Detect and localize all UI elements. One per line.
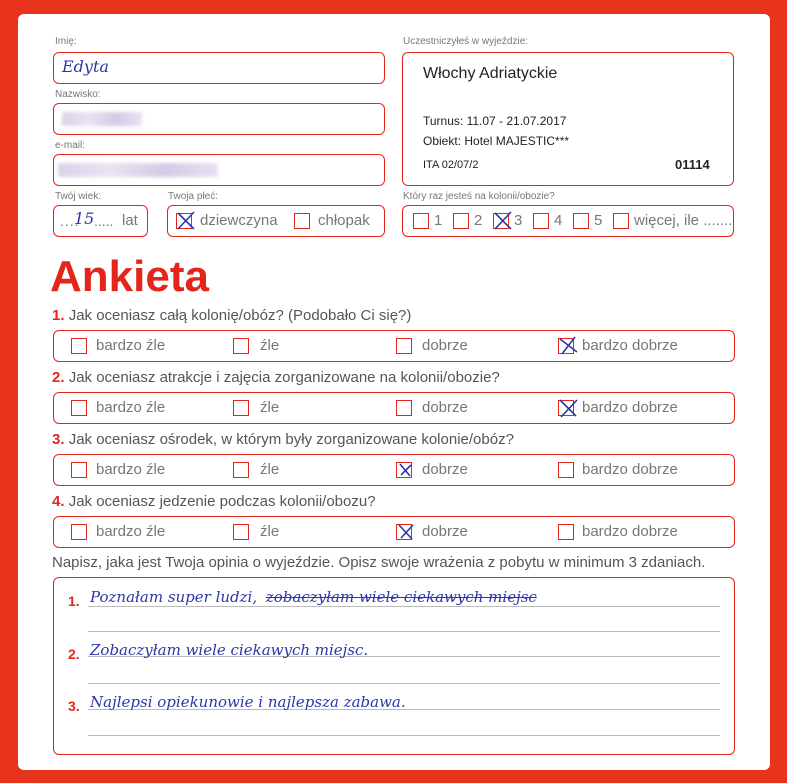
- q4-zle-checkbox[interactable]: [233, 524, 249, 540]
- q1-dobrze-checkbox[interactable]: [396, 338, 412, 354]
- q2-zle-checkbox[interactable]: [233, 400, 249, 416]
- gender-male-label: chłopak: [318, 212, 370, 229]
- cross-mark-icon: [557, 397, 579, 419]
- q4-bardzo-dobrze-checkbox[interactable]: [558, 524, 574, 540]
- q3-zle-checkbox[interactable]: [233, 462, 249, 478]
- first-name-value: Edyta: [62, 57, 109, 76]
- q3-zle-label: źle: [260, 461, 280, 478]
- trip-obiekt: Obiekt: Hotel MAJESTIC***: [423, 134, 570, 148]
- question-3: 3. Jak oceniasz ośrodek, w którym były zorganizowane kolonie/obóz?: [52, 431, 514, 448]
- times-more-label: więcej, ile .......: [634, 212, 733, 229]
- age-value: 15: [74, 209, 95, 228]
- q1-zle-checkbox[interactable]: [233, 338, 249, 354]
- times-5-label: 5: [594, 212, 603, 229]
- gender-female-label: dziewczyna: [200, 212, 278, 229]
- ruled-line: [88, 606, 720, 607]
- answer-1-number: 1.: [68, 593, 80, 609]
- gender-female-checkbox[interactable]: [176, 213, 192, 229]
- email-redacted: [58, 163, 218, 177]
- times-2-checkbox[interactable]: [453, 213, 469, 229]
- age-field[interactable]: .... 15 ..... lat: [53, 205, 148, 237]
- q1-bardzo-zle-checkbox[interactable]: [71, 338, 87, 354]
- trip-box: [402, 52, 734, 186]
- last-name-field[interactable]: [53, 103, 385, 135]
- email-label: e-mail:: [55, 140, 86, 151]
- q1-bardzo-dobrze-label: bardzo dobrze: [582, 337, 678, 354]
- q4-bardzo-dobrze-label: bardzo dobrze: [582, 523, 678, 540]
- ruled-line: [88, 735, 720, 736]
- first-name-label: Imię:: [55, 36, 77, 47]
- answer-1-struck-text: zobaczyłam wiele ciekawych miejsc: [265, 588, 537, 606]
- cross-mark-icon: [175, 210, 197, 232]
- q3-dobrze-label: dobrze: [422, 461, 468, 478]
- q1-bardzo-dobrze-checkbox[interactable]: [558, 338, 574, 354]
- question-4-options: [53, 516, 735, 548]
- gender-male-checkbox[interactable]: [294, 213, 310, 229]
- answer-2-number: 2.: [68, 646, 80, 662]
- q2-dobrze-checkbox[interactable]: [396, 400, 412, 416]
- times-label: Który raz jesteś na kolonii/obozie?: [403, 191, 555, 202]
- q3-bardzo-dobrze-checkbox[interactable]: [558, 462, 574, 478]
- gender-label: Twoja płeć:: [168, 191, 219, 202]
- q4-bardzo-zle-checkbox[interactable]: [71, 524, 87, 540]
- q2-bardzo-zle-checkbox[interactable]: [71, 400, 87, 416]
- q2-dobrze-label: dobrze: [422, 399, 468, 416]
- trip-label: Uczestniczyłeś w wyjeździe:: [403, 36, 529, 47]
- q4-zle-label: źle: [260, 523, 280, 540]
- age-label: Twój wiek:: [55, 191, 102, 202]
- last-name-redacted: [62, 112, 142, 126]
- q3-dobrze-checkbox[interactable]: [396, 462, 412, 478]
- opinion-prompt: Napisz, jaka jest Twoja opinia o wyjeździe. Opisz swoje wrażenia z pobytu w minimum 3 zdaniach.: [52, 554, 706, 571]
- q4-dobrze-checkbox[interactable]: [396, 524, 412, 540]
- cross-mark-icon: [492, 210, 514, 232]
- q1-dobrze-label: dobrze: [422, 337, 468, 354]
- q2-bardzo-zle-label: bardzo źle: [96, 399, 166, 416]
- ruled-line: [88, 683, 720, 684]
- answer-2-text: Zobaczyłam wiele ciekawych miejsc.: [90, 641, 369, 659]
- q2-zle-label: źle: [260, 399, 280, 416]
- first-name-field[interactable]: [53, 52, 385, 84]
- q1-bardzo-zle-label: bardzo źle: [96, 337, 166, 354]
- trip-code: ITA 02/07/2: [423, 159, 479, 171]
- cross-mark-icon: [557, 335, 579, 357]
- last-name-label: Nazwisko:: [55, 89, 101, 100]
- question-3-options: [53, 454, 735, 486]
- times-field: [402, 205, 734, 237]
- times-2-label: 2: [474, 212, 483, 229]
- question-2: 2. Jak oceniasz atrakcje i zajęcia zorganizowane na kolonii/obozie?: [52, 369, 500, 386]
- times-4-label: 4: [554, 212, 563, 229]
- trip-name: Włochy Adriatyckie: [423, 65, 558, 82]
- q3-bardzo-dobrze-label: bardzo dobrze: [582, 461, 678, 478]
- gender-field: [167, 205, 385, 237]
- question-1: 1. Jak oceniasz całą kolonię/obóz? (Podobało Ci się?): [52, 307, 412, 324]
- ruled-line: [88, 631, 720, 632]
- times-4-checkbox[interactable]: [533, 213, 549, 229]
- question-1-options: [53, 330, 735, 362]
- answer-3-number: 3.: [68, 698, 80, 714]
- times-1-label: 1: [434, 212, 443, 229]
- q4-dobrze-label: dobrze: [422, 523, 468, 540]
- times-3-checkbox[interactable]: [493, 213, 509, 229]
- question-2-options: [53, 392, 735, 424]
- cross-mark-icon: [395, 521, 417, 543]
- trip-number: 01114: [675, 157, 710, 172]
- q3-bardzo-zle-checkbox[interactable]: [71, 462, 87, 478]
- age-unit: lat: [122, 212, 138, 229]
- page-title: Ankieta: [50, 252, 209, 301]
- q4-bardzo-zle-label: bardzo źle: [96, 523, 166, 540]
- times-5-checkbox[interactable]: [573, 213, 589, 229]
- question-4: 4. Jak oceniasz jedzenie podczas kolonii/obozu?: [52, 493, 376, 510]
- times-1-checkbox[interactable]: [413, 213, 429, 229]
- answer-3-text: Najlepsi opiekunowie i najlepsza zabawa.: [90, 693, 406, 711]
- answer-1-text: Poznałam super ludzi, zobaczyłam wiele ciekawych miejsc: [90, 588, 537, 606]
- email-field[interactable]: [53, 154, 385, 186]
- times-more-checkbox[interactable]: [613, 213, 629, 229]
- trip-turnus: Turnus: 11.07 - 21.07.2017: [423, 114, 567, 128]
- q2-bardzo-dobrze-label: bardzo dobrze: [582, 399, 678, 416]
- times-3-label: 3: [514, 212, 523, 229]
- q2-bardzo-dobrze-checkbox[interactable]: [558, 400, 574, 416]
- q1-zle-label: źle: [260, 337, 280, 354]
- cross-mark-icon: [395, 459, 417, 481]
- q3-bardzo-zle-label: bardzo źle: [96, 461, 166, 478]
